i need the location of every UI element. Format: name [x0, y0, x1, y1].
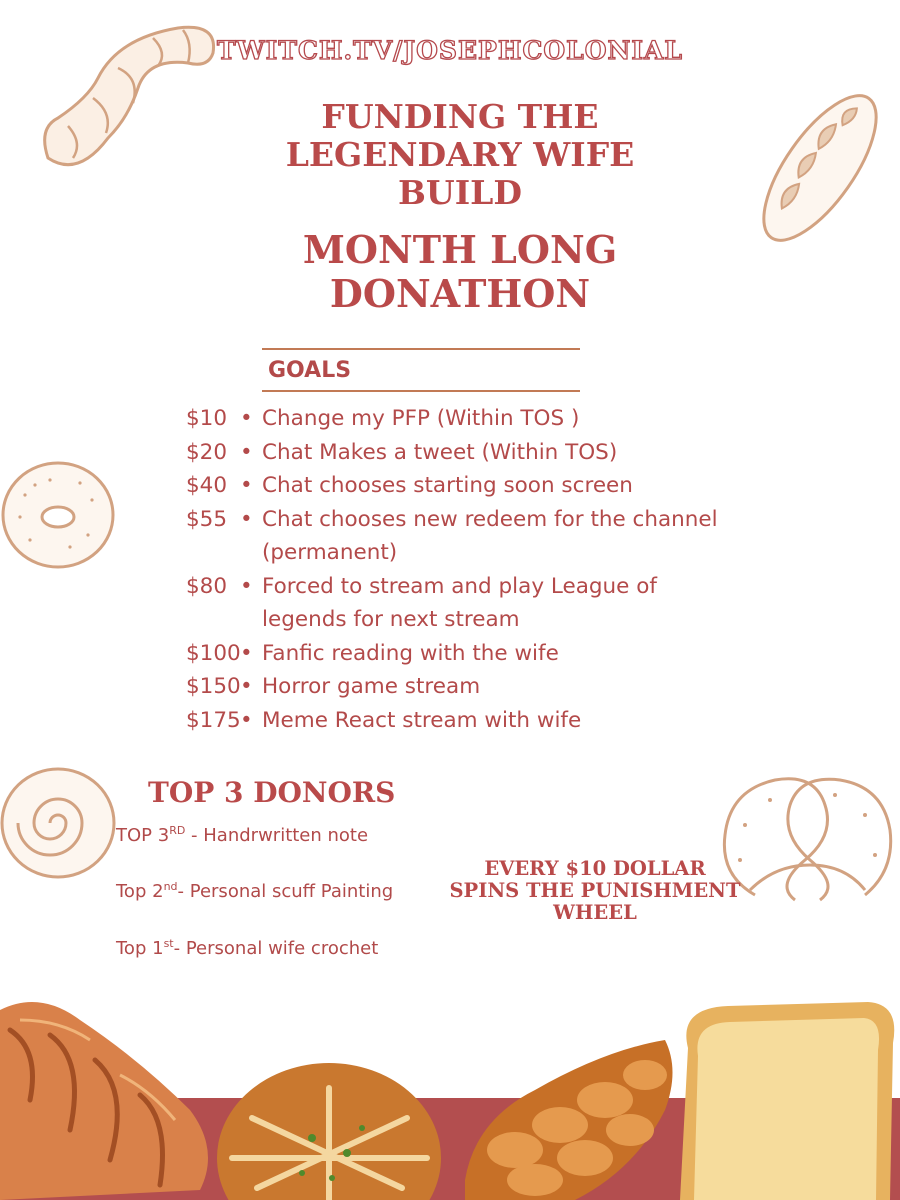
bullet-icon: •	[240, 573, 253, 599]
goal-text: Change my PFP (Within TOS )	[262, 406, 580, 431]
goal-amount: $10	[186, 406, 228, 431]
page-title	[220, 98, 700, 212]
goal-item	[180, 503, 740, 570]
donor-reward-text: - Handrwritten note	[185, 825, 369, 846]
donor-reward-text: - Personal wife crochet	[173, 938, 379, 959]
page-subtitle	[200, 228, 720, 316]
bullet-icon: •	[240, 406, 253, 431]
bullet-icon: •	[240, 674, 253, 699]
punishment-wheel-note	[440, 858, 750, 924]
goals-rule-top	[262, 348, 580, 350]
goal-text: Chat chooses starting soon screen	[262, 473, 633, 498]
subtitle-line: MONTH LONG	[302, 227, 618, 272]
twitch-url: TWITCH.TV/JOSEPHCOLONIAL	[216, 36, 684, 65]
goal-text: Meme React stream with wife	[262, 707, 582, 733]
subtitle-line: DONATHON	[329, 271, 591, 316]
goal-amount: $55	[186, 506, 228, 532]
goal-amount: $20	[186, 439, 228, 465]
goal-item	[180, 570, 740, 637]
toast-painted-icon	[668, 998, 900, 1200]
goal-text: Chat chooses new redeem for the channel (permanent)	[262, 506, 718, 565]
bullet-icon: •	[240, 707, 253, 733]
goal-text: Horror game stream	[262, 674, 481, 699]
goal-item	[180, 402, 740, 436]
donor-reward-text: - Personal scuff Painting	[177, 881, 394, 902]
donor-ordinal: nd	[163, 880, 178, 893]
bullet-icon: •	[240, 506, 253, 532]
challah-painted-icon	[455, 1030, 680, 1200]
croissant-painted-icon	[0, 990, 220, 1200]
goal-amount: $80	[186, 573, 228, 599]
donor-rank: TOP 3	[116, 825, 170, 846]
goal-text: Fanfic reading with the wife	[262, 640, 559, 666]
goal-amount: $175	[186, 707, 241, 733]
donor-rank: Top 2	[116, 881, 164, 902]
donor-reward-1	[116, 937, 378, 959]
donor-rank: Top 1	[116, 938, 164, 959]
goal-amount: $100	[186, 640, 241, 666]
cinnamon-roll-sketch-icon	[0, 765, 118, 885]
bullet-icon: •	[240, 439, 253, 465]
bagel-sketch-icon	[0, 455, 120, 575]
donor-reward-3	[116, 824, 368, 846]
bullet-icon: •	[240, 640, 253, 666]
donor-ordinal: st	[163, 937, 174, 950]
goal-item	[180, 704, 740, 738]
title-line: BUILD	[398, 173, 522, 212]
goal-item	[180, 469, 740, 503]
wheel-line: WHEEL	[553, 901, 637, 924]
title-line: LEGENDARY WIFE	[285, 135, 635, 174]
goal-item	[180, 637, 740, 671]
goal-item	[180, 436, 740, 470]
goals-heading: GOALS	[268, 358, 352, 383]
goal-item	[180, 670, 740, 704]
donor-reward-2	[116, 880, 393, 902]
goals-list	[180, 402, 740, 737]
goal-amount: $40	[186, 473, 228, 498]
bun-painted-icon	[212, 1058, 447, 1200]
goal-text: Forced to stream and play League of legends for next stream	[262, 573, 657, 632]
croissant-sketch-icon	[28, 8, 228, 188]
wheel-line: EVERY $10 DOLLAR	[484, 857, 706, 880]
baguette-sketch-icon	[740, 80, 900, 255]
goal-text: Chat Makes a tweet (Within TOS)	[262, 439, 618, 465]
donors-heading: TOP 3 DONORS	[148, 776, 396, 809]
goal-amount: $150	[186, 674, 241, 699]
donor-ordinal: RD	[169, 824, 186, 837]
bullet-icon: •	[240, 473, 253, 498]
title-line: FUNDING THE	[321, 97, 599, 136]
wheel-line: SPINS THE PUNISHMENT	[449, 879, 741, 902]
goals-rule-bottom	[262, 390, 580, 392]
